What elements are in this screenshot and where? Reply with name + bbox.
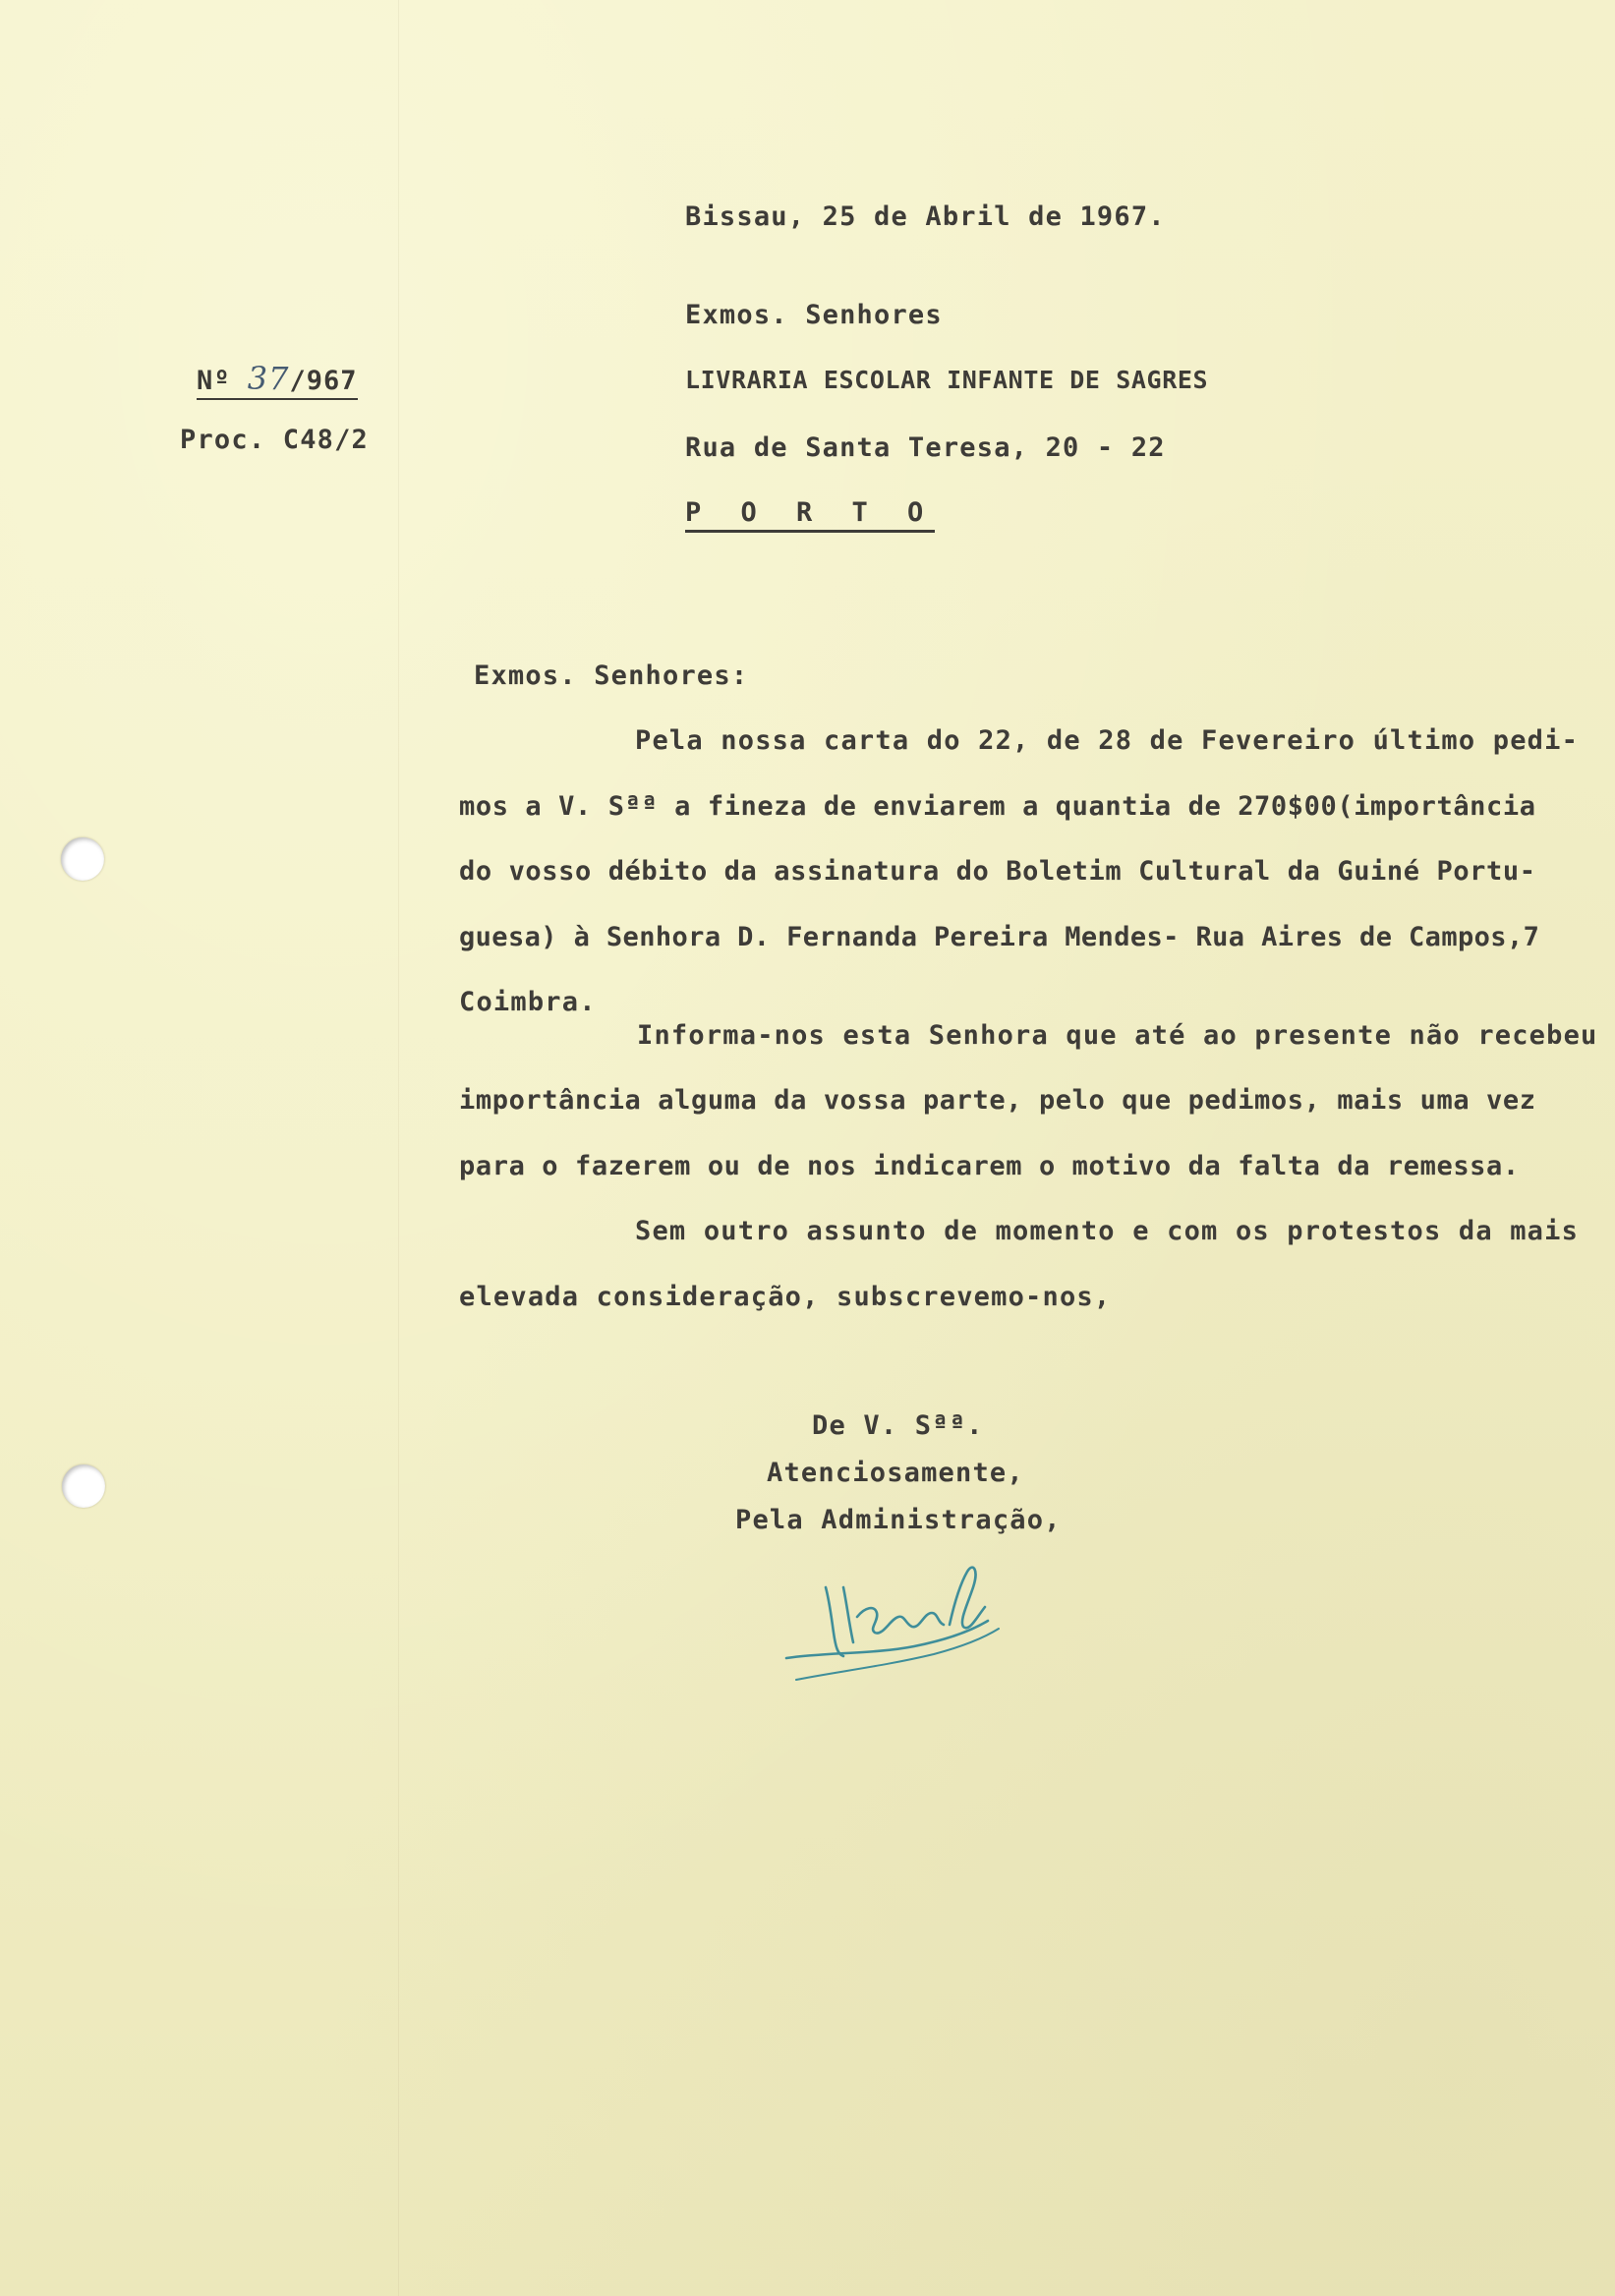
recipient-city-text: P O R T O (685, 497, 935, 533)
recipient-company: LIVRARIA ESCOLAR INFANTE DE SAGRES (685, 366, 1209, 394)
signature-image (767, 1548, 1042, 1686)
body-line: Pela nossa carta do 22, de 28 de Fevereiro último pedi- (635, 725, 1580, 756)
body-line: Coimbra. (459, 987, 597, 1017)
signature-stroke (826, 1587, 843, 1656)
reference-number-suffix: /967 (289, 366, 358, 396)
body-line: do vosso débito da assinatura do Boletim Cultural da Guiné Portu- (459, 856, 1536, 887)
paper-fold-shadow (398, 0, 399, 2296)
closing-line: Pela Administração, (735, 1505, 1062, 1535)
date-line: Bissau, 25 de Abril de 1967. (685, 201, 1166, 232)
body-line: Informa-nos esta Senhora que até ao presente não recebeu (637, 1020, 1598, 1051)
punch-hole-top (61, 837, 104, 881)
signature-stroke (950, 1568, 985, 1629)
body-line: guesa) à Senhora D. Fernanda Pereira Mendes- Rua Aires de Campos,7 (459, 922, 1540, 952)
body-line: Sem outro assunto de momento e com os protestos da mais (635, 1216, 1580, 1246)
process-reference: Proc. C48/2 (180, 425, 370, 455)
body-line: elevada consideração, subscrevemo-nos, (459, 1282, 1112, 1312)
reference-number-underlined (197, 360, 358, 400)
body-line: para o fazerem ou de nos indicarem o motivo da falta da remessa. (459, 1151, 1520, 1181)
body-line: mos a V. Sªª a fineza de enviarem a quantia de 270$00(importância (459, 791, 1536, 822)
recipient-street: Rua de Santa Teresa, 20 - 22 (685, 432, 1166, 463)
reference-number-prefix: Nº (197, 366, 231, 396)
greeting: Exmos. Senhores: (474, 660, 749, 691)
closing-line: De V. Sªª. (812, 1410, 984, 1441)
reference-number-handwritten: 37 (247, 360, 290, 397)
closing-line: Atenciosamente, (767, 1458, 1024, 1488)
reference-number (197, 360, 358, 397)
recipient-salutation: Exmos. Senhores (685, 300, 943, 330)
punch-hole-bottom (62, 1464, 105, 1508)
body-line: importância alguma da vossa parte, pelo que pedimos, mais uma vez (459, 1085, 1536, 1116)
signature-stroke (857, 1608, 944, 1634)
recipient-city (685, 497, 935, 528)
signature-stroke (843, 1587, 853, 1642)
